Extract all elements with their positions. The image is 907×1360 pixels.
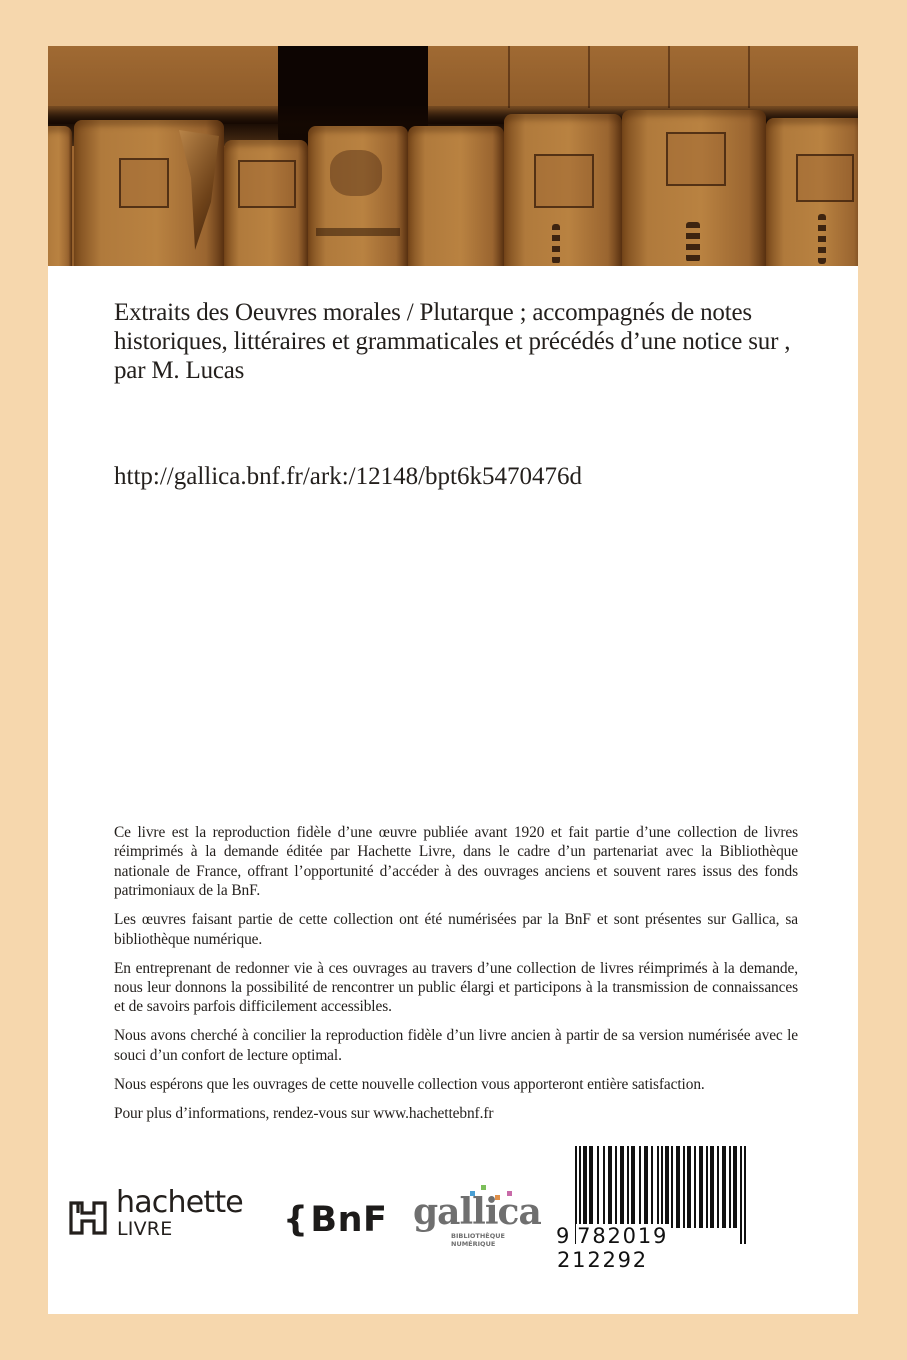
gallica-square-green [481, 1185, 486, 1190]
hachette-h-icon [68, 1197, 108, 1237]
book-spine [408, 126, 504, 266]
isbn-group-2: 212292 [557, 1248, 648, 1272]
isbn-barcode [556, 1144, 759, 1272]
bnf-logo [283, 1200, 387, 1240]
spine-label [666, 132, 726, 186]
description-paragraph: Pour plus d’informations, rendez-vous sur www.hachettebnf.fr [114, 1104, 494, 1122]
spine-label [238, 160, 296, 208]
upper-spine-divider [508, 46, 510, 108]
bnf-brace-icon: { [283, 1200, 309, 1240]
book-spine [504, 114, 622, 266]
bnf-wordmark: BnF [310, 1200, 388, 1240]
description-paragraph: Nous espérons que les ouvrages de cette nouvelle collection vous apporteront entière satisfaction. [114, 1075, 705, 1093]
isbn-lead-digit: 9 [556, 1224, 572, 1248]
gallica-subtitle-line: NUMÉRIQUE [451, 1239, 496, 1248]
book-spine [224, 140, 308, 266]
isbn-group-1: 782019 [577, 1224, 669, 1248]
spine-label [796, 154, 854, 202]
book-spine [48, 126, 72, 266]
upper-spine-divider [588, 46, 590, 108]
spine-lettering [686, 222, 700, 262]
book-title: Extraits des Oeuvres morales / Plutarque ; accompagnés de notes historiques, littéraires et grammaticales et précédés d’une notice sur , par M. Lucas [114, 299, 791, 384]
book-spine [74, 120, 224, 266]
gallica-subtitle [451, 1233, 505, 1248]
back-cover-panel [48, 46, 858, 1314]
book-spine [766, 118, 858, 266]
book-spine [308, 126, 408, 266]
upper-spine-divider [748, 46, 750, 108]
description-paragraph: En entreprenant de redonner vie à ces ouvrages au travers d’une collection de livres réimprimés à la demande, nous leur donnons la possibilité de rencontrer un public élargi et participons à la transmission de connaissances et de savoirs parfois difficilement accessibles. [114, 959, 798, 1016]
description [114, 823, 798, 1133]
spine-crest [330, 150, 382, 196]
description-paragraph: Nous avons cherché à concilier la reproduction fidèle d’un livre ancien à partir de sa version numérisée avec le souci d’un confort de lecture optimal. [114, 1027, 798, 1064]
upper-spine-divider [668, 46, 670, 108]
gallica-logo [413, 1180, 541, 1250]
isbn-number [556, 1224, 759, 1272]
torn-spine-leather [179, 130, 219, 250]
spine-title-band [316, 228, 400, 236]
gallica-subtitle-line: BIBLIOTHÈQUE [451, 1232, 505, 1240]
spine-label [119, 158, 169, 208]
gallica-url[interactable]: http://gallica.bnf.fr/ark:/12148/bpt6k5470476d [114, 463, 582, 490]
livre-wordmark: LIVRE [117, 1218, 173, 1240]
description-paragraph: Ce livre est la reproduction fidèle d’une œuvre publiée avant 1920 et fait partie d’une collection de livres réimprimés à la demande éditée par Hachette Livre, dans le cadre d’un partenariat avec la Bibliothèque nationale de France, offrant l’opportunité d’accéder à des ouvrages anciens et souvent rares issus des fonds patrimoniaux de la BnF. [114, 824, 798, 900]
spine-lettering [818, 214, 826, 264]
spine-label [534, 154, 594, 208]
book-spine [622, 110, 766, 266]
hachette-livre-logo [68, 1185, 248, 1241]
hachette-wordmark: hachette [116, 1185, 243, 1220]
spine-lettering [552, 224, 560, 264]
bookshelf-image [48, 46, 858, 266]
description-paragraph: Les œuvres faisant partie de cette collection ont été numérisées par la BnF et sont présentes sur Gallica, sa bibliothèque numérique. [114, 911, 798, 948]
gallica-wordmark: gallica [413, 1191, 541, 1233]
